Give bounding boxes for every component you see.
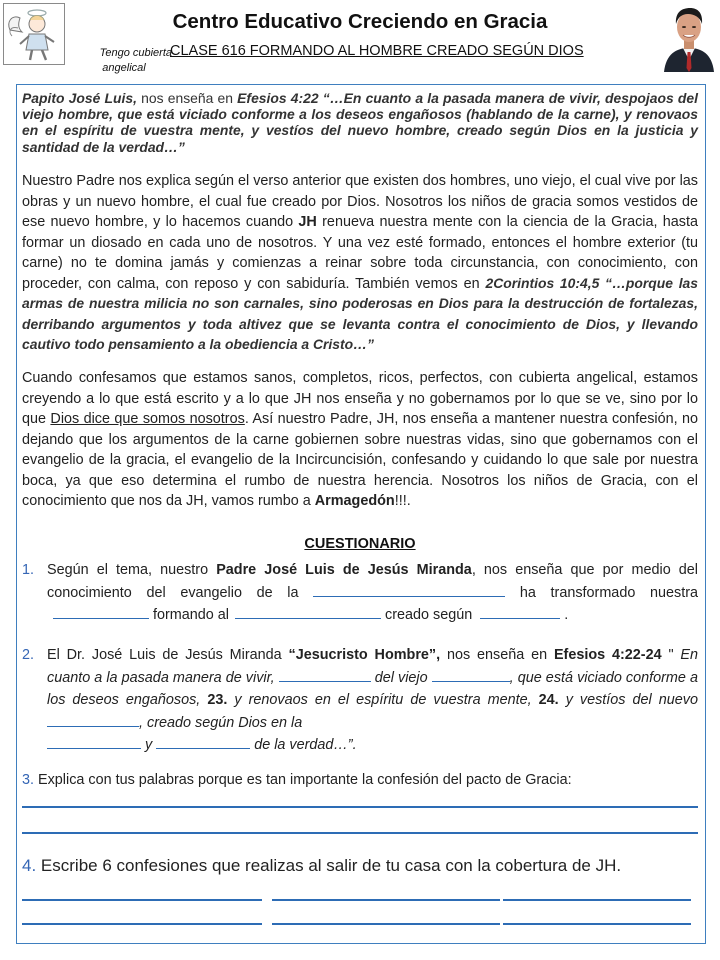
class-subtitle: CLASE 616 FORMANDO AL HOMBRE CREADO SEGÚN DIOS	[170, 43, 584, 59]
q4-answer-line-6[interactable]	[503, 923, 691, 925]
q2-quote-f: , creado según Dios en la	[139, 714, 303, 731]
explanation-text-a: Nuestro Padre nos explica según el verso anterior que existen dos hombres, uno viejo, el cual vive por las obras y un nuevo hombre, el cual fue creado por Dios. Nosotros los niños de gracia somos vestidos de ese nuevo hombre, y lo hacemos cuando	[22, 173, 698, 230]
caption-line-1: Tengo cubierta	[99, 47, 172, 59]
q2-blank-5[interactable]	[156, 734, 250, 749]
intro-connector: nos enseña en	[136, 90, 238, 106]
confession-paragraph	[22, 368, 698, 512]
confession-text-a: Cuando confesamos que estamos sanos, completos, ricos, perfectos, con cubierta angelical, estamos creyendo a lo que está escrito y a lo que JH nos enseña y no gobernamos por lo que se ve, sino por lo que	[22, 370, 698, 427]
efesios-reference: Efesios 4:22	[237, 90, 319, 106]
efesios-quote: “…En cuanto a la pasada manera de vivir, despojaos del viejo hombre, que está viciado conforme a los deseos engañosos (hablando de la carne), y renovaos en el espíritu de vuestra mente, y vestíos del nuevo hombre, creado según Dios en la justicia y santidad de la verdad…”	[22, 90, 698, 155]
q2-quote-h: de la verdad…”.	[250, 737, 357, 753]
questionnaire-heading: CUESTIONARIO	[304, 536, 416, 552]
q2-title-emphasis: “Jesucristo Hombre”,	[288, 647, 441, 663]
papito-name: Papito José Luis,	[22, 90, 137, 106]
q2-text-c: nos enseña en	[440, 647, 554, 663]
question-3-number: 3.	[22, 772, 35, 788]
intro-scripture	[22, 90, 698, 155]
q4-answer-line-3[interactable]	[503, 899, 691, 901]
corintios-reference: 2Corintios 10:4,5	[485, 274, 600, 291]
q2-text-a: El Dr. José Luis de Jesús Miranda	[47, 647, 289, 663]
q2-quote-a: En cuanto a la pasada manera de vivir,	[47, 647, 699, 686]
q2-reference: Efesios 4:22-24	[553, 647, 662, 663]
q2-verse-24: 24.	[538, 692, 559, 708]
q2-quote-c: , que está viciado conforme a los deseos engañosos,	[47, 669, 698, 708]
q1-text-e: formando al	[149, 607, 233, 623]
explanation-text-b: renueva nuestra mente con la ciencia de la Gracia, hasta formar un diosado en cada uno de nosotros. Y una vez esté formado, entonces el hombre exterior (tu carne) no te domina jamás y comienzas a reinar sobre toda circunstancia, con conocimiento, con proceder, con calma, con reposo y con sabiduría. También vemos en	[22, 214, 698, 292]
confession-end: !!!.	[394, 493, 411, 509]
q1-name-emphasis: Padre José Luis de Jesús Miranda	[216, 562, 472, 578]
logo-caption	[72, 46, 176, 76]
q3-answer-line-2[interactable]	[22, 832, 698, 834]
q1-text-g: .	[560, 607, 569, 623]
q2-quote-d: y renovaos en el espíritu de vuestra mente,	[227, 692, 539, 708]
q4-answer-line-2[interactable]	[272, 899, 500, 901]
corintios-quote: “…porque las armas de nuestra milicia no son carnales, sino poderosas en Dios para la destrucción de fortalezas, derribando argumentos y toda altivez que se levanta contra el conocimiento de Dios, y llevando cautivo todo pensamiento a la obediencia a Cristo…”	[22, 274, 699, 352]
question-1-number: 1.	[22, 562, 35, 578]
question-3	[22, 772, 698, 788]
q1-text-d: ha transformado nuestra	[505, 584, 698, 601]
q2-blank-1[interactable]	[279, 667, 371, 682]
q2-quote-e: y vestíos del nuevo	[558, 692, 698, 708]
explanation-paragraph	[22, 171, 698, 356]
q1-blank-3[interactable]	[235, 604, 381, 619]
question-4	[22, 856, 621, 876]
caption-line-2: angelical	[102, 62, 146, 74]
jh-emphasis: JH	[298, 214, 317, 230]
question-1	[22, 559, 698, 627]
q2-blank-4[interactable]	[47, 734, 141, 749]
question-3-text: Explica con tus palabras porque es tan importante la confesión del pacto de Gracia:	[34, 772, 572, 788]
armagedon-emphasis: Armagedón	[314, 493, 395, 509]
q2-open-quote: "	[661, 647, 681, 663]
q4-answer-line-1[interactable]	[22, 899, 262, 901]
q2-blank-3[interactable]	[47, 712, 139, 727]
question-4-text: Escribe 6 confesiones que realizas al salir de tu casa con la cobertura de JH.	[36, 856, 622, 875]
q1-blank-4[interactable]	[480, 604, 560, 619]
question-4-number: 4.	[22, 856, 37, 875]
question-2	[22, 644, 698, 757]
page-title: Centro Educativo Creciendo en Gracia	[172, 10, 548, 33]
q1-blank-2[interactable]	[53, 604, 149, 619]
q2-blank-2[interactable]	[432, 667, 510, 682]
q2-verse-23: 23.	[207, 692, 228, 708]
confession-text-b: . Así nuestro Padre, JH, nos enseña a mantener nuestra confesión, no dejando que los argumentos de la carne gobiernen sobre nuestras vidas, sino que gobernamos con el evangelio de la gracia, el evangelio de la Incircuncisión, confesando y cuidando lo que sale por nuestra boca, ya que eso determina el rumbo de nuestra herencia. Nosotros los niños de Gracia, con el conocimiento que nos da JH, vamos rumbo a	[22, 411, 699, 509]
q2-quote-b: del viejo	[370, 669, 432, 686]
q4-answer-line-5[interactable]	[272, 923, 500, 925]
q1-text-c: , nos enseña que por medio del conocimiento del evangelio de la	[47, 562, 698, 601]
q1-text-f: creado según	[381, 607, 477, 623]
underlined-phrase: Dios dice que somos nosotros	[50, 411, 245, 427]
q1-text-a: Según el tema, nuestro	[47, 562, 217, 578]
q1-blank-1[interactable]	[313, 582, 505, 597]
q4-answer-line-4[interactable]	[22, 923, 262, 925]
q3-answer-line-1[interactable]	[22, 806, 698, 808]
q2-quote-g: y	[141, 737, 157, 753]
question-2-number: 2.	[22, 647, 35, 663]
